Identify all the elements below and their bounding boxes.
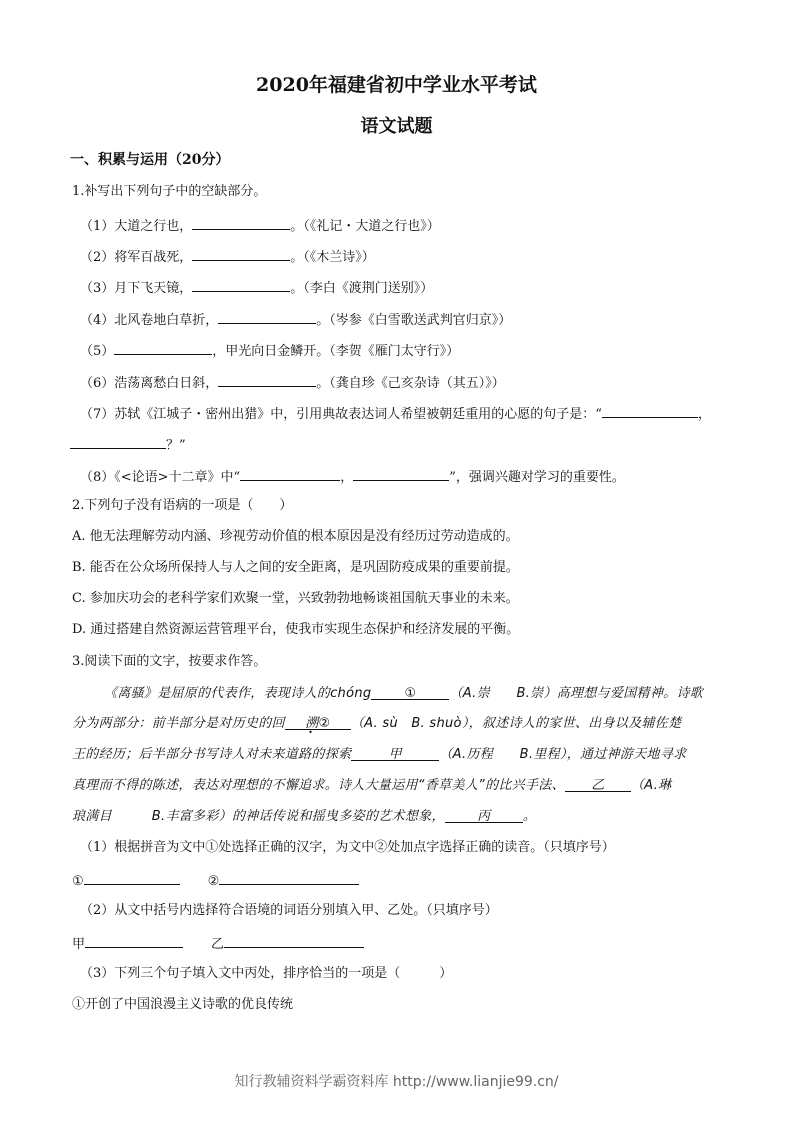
answer-label: 乙: [211, 937, 225, 952]
passage-text: （A.崇 B.崇）高理想与爱国精神。诗歌: [449, 686, 704, 701]
answer-blank[interactable]: [240, 467, 340, 481]
section-heading: 一、积累与运用（20分）: [70, 152, 230, 168]
answer-blank[interactable]: [192, 216, 290, 230]
answer-blank[interactable]: [353, 467, 449, 481]
q3-stem: 3.阅读下面的文字，按要求作答。: [72, 654, 267, 669]
comma: ，: [697, 407, 711, 422]
passage-line-1: [104, 686, 703, 702]
answer-blank[interactable]: [84, 871, 180, 885]
passage-line-3: [72, 747, 686, 763]
blank-1[interactable]: ①: [371, 686, 449, 700]
q3-sub-1-answers: [72, 871, 359, 890]
passage-text: 。: [522, 809, 537, 824]
passage-line-2: [72, 716, 681, 732]
passage-text: 王的经历；后半部分书写诗人对未来道路的探索: [72, 747, 352, 762]
passage-line-5: [72, 809, 536, 825]
q1-item-6-pre: （6）浩荡离愁白日斜，: [80, 376, 219, 391]
q1-item-5: [80, 341, 459, 360]
answer-label: ②: [207, 874, 220, 889]
q3-sentence-1: ①开创了中国浪漫主义诗歌的优良传统: [72, 997, 294, 1012]
answer-blank[interactable]: [114, 341, 212, 355]
q1-item-4: [80, 310, 511, 329]
answer-label: ①: [72, 874, 84, 889]
exam-title: 2020年福建省初中学业水平考试: [256, 74, 537, 96]
answer-label: 甲: [72, 937, 86, 952]
passage-text: （A.历程 B.里程），通过神游天地寻求: [439, 747, 687, 762]
q1-item-8: [80, 467, 625, 486]
q1-item-3-post: 。（李白《渡荆门送别》）: [290, 281, 434, 296]
q1-stem: 1.补写出下列句子中的空缺部分。: [72, 184, 267, 199]
q1-item-3: [80, 278, 433, 297]
answer-blank[interactable]: [224, 934, 364, 948]
passage-text: 琅满目 B.丰富多彩）的神话传说和摇曳多姿的艺术想象，: [72, 809, 445, 824]
q1-item-6: [80, 373, 505, 392]
q1-item-2-pre: （2）将军百战死，: [80, 250, 193, 265]
q3-sub-1: （1）根据拼音为文中①处选择正确的汉字，为文中②处加点字选择正确的读音。（只填序号）: [80, 840, 615, 855]
footer-watermark: 知行教辅资料学霸资料库 http://www.lianjie99.cn/: [234, 1074, 559, 1090]
q1-item-8-text: （8）《<论语>十二章》中“: [80, 470, 241, 485]
q1-item-1-pre: （1）大道之行也，: [80, 219, 193, 234]
q1-item-7-cont: [70, 435, 186, 454]
blank-bing[interactable]: 丙: [445, 809, 523, 823]
q2-option-d: D. 通过搭建自然资源运营管理平台，使我市实现生态保护和经济发展的平衡。: [72, 622, 520, 637]
passage-text: 《离骚》是屈原的代表作，表现诗人的chóng: [104, 686, 372, 701]
blank-2-mark: ②: [318, 716, 331, 731]
answer-blank[interactable]: [192, 278, 290, 292]
q3-sub-3: （3）下列三个句子填入文中丙处，排序恰当的一项是（ ）: [80, 966, 453, 981]
q1-item-1: [80, 216, 440, 235]
q2-stem: 2.下列句子没有语病的一项是（ ）: [72, 498, 293, 513]
q1-item-3-pre: （3）月下飞天镜，: [80, 281, 193, 296]
passage-text: 分为两部分：前半部分是对历史的回: [72, 716, 285, 731]
answer-blank[interactable]: [70, 435, 166, 449]
blank-yi[interactable]: 乙: [565, 778, 631, 792]
passage-text: （A. sù B. shuò），叙述诗人的家世、出身以及辅佐楚: [350, 716, 682, 731]
passage-text: （A.琳: [630, 778, 672, 793]
answer-blank[interactable]: [85, 934, 183, 948]
q1-item-7-text: （7）苏轼《江城子・密州出猎》中，引用典故表达词人希望被朝廷重用的心愿的句子是：“: [80, 407, 602, 422]
q1-item-5-pre: （5）: [80, 344, 115, 359]
q1-item-2: [80, 247, 375, 266]
q1-item-6-post: 。（龚自珍《己亥杂诗（其五）》）: [316, 376, 505, 391]
blank-2[interactable]: [285, 716, 351, 730]
dotted-char: 溯: [305, 716, 319, 731]
q2-option-b: B. 能否在公众场所保持人与人之间的安全距离，是巩固防疫成果的重要前提。: [72, 560, 519, 575]
blank-jia[interactable]: 甲: [351, 747, 439, 761]
q3-sub-2: （2）从文中括号内选择符合语境的词语分别填入甲、乙处。（只填序号）: [80, 903, 498, 918]
q1-item-5-post: ，甲光向日金鳞开。（李贺《雁门太守行》）: [212, 344, 460, 359]
q1-item-4-post: 。（岑参《白雪歌送武判官归京》）: [316, 313, 512, 328]
passage-line-4: [72, 778, 671, 794]
answer-blank[interactable]: [218, 310, 316, 324]
passage-text: 真理而不得的陈述，表达对理想的不懈追求。诗人大量运用“香草美人”的比兴手法、: [72, 778, 565, 793]
answer-blank[interactable]: [218, 373, 316, 387]
exam-subtitle: 语文试题: [360, 116, 433, 137]
q1-item-8-end: ”，强调兴趣对学习的重要性。: [449, 470, 625, 485]
comma: ，: [340, 470, 354, 485]
answer-blank[interactable]: [192, 247, 290, 261]
q1-item-2-post: 。（《木兰诗》）: [290, 250, 375, 265]
q2-option-a: A. 他无法理解劳动内涵、珍视劳动价值的根本原因是没有经历过劳动造成的。: [72, 529, 519, 544]
q3-sub-2-answers: [72, 934, 364, 953]
q1-item-1-post: 。（《礼记・大道之行也》）: [290, 219, 440, 234]
q1-item-4-pre: （4）北风卷地白草折，: [80, 313, 219, 328]
q1-item-7: [80, 404, 711, 423]
q2-option-c: C. 参加庆功会的老科学家们欢聚一堂，兴致勃勃地畅谈祖国航天事业的未来。: [72, 591, 519, 606]
q1-item-7-end: ？”: [166, 438, 186, 453]
answer-blank[interactable]: [602, 404, 698, 418]
answer-blank[interactable]: [219, 871, 359, 885]
